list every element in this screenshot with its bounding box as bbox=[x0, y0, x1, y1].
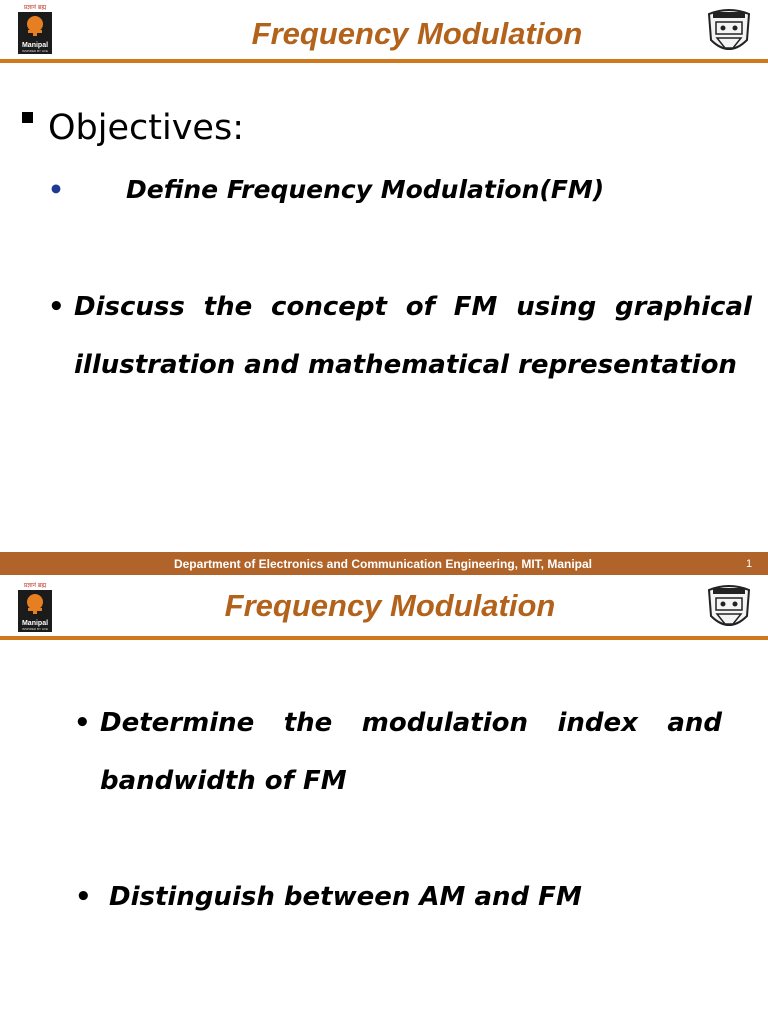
bullet-dot-icon: • bbox=[48, 175, 64, 204]
word: using bbox=[516, 292, 597, 322]
word: of bbox=[405, 292, 435, 322]
word: and bbox=[667, 708, 722, 738]
bullet-dot-icon: • bbox=[48, 292, 65, 322]
bullet-dot-icon: • bbox=[75, 882, 92, 912]
bullet-dot-icon: • bbox=[74, 708, 91, 738]
word: the bbox=[283, 708, 333, 738]
footer-bar: Department of Electronics and Communication Engineering, MIT, Manipal 1 bbox=[0, 552, 768, 575]
svg-text:प्रज्ञानं ब्रह्म: प्रज्ञानं ब्रह्म bbox=[23, 4, 47, 11]
word: concept bbox=[271, 292, 387, 322]
slide-title: Frequency Modulation bbox=[251, 16, 583, 51]
slide-title: Frequency Modulation bbox=[224, 588, 556, 623]
svg-text:INSPIRED BY LIFE: INSPIRED BY LIFE bbox=[21, 627, 49, 631]
svg-text:INSPIRED BY LIFE: INSPIRED BY LIFE bbox=[21, 49, 49, 53]
svg-text:Manipal: Manipal bbox=[21, 620, 49, 627]
svg-text:प्रज्ञानं ब्रह्म: प्रज्ञानं ब्रह्म bbox=[23, 582, 47, 589]
square-bullet-icon bbox=[22, 112, 33, 123]
slide-1: प्रज्ञानं ब्रह्म Manipal INSPIRED BY LIFE Frequency Modulation Objectives: • Define Frequency Modulation(FM) • Discuss the concept of FM using graphical illustration and mathematical representation Department of Electronics and Communication Engineering, MIT, Manipal 1 bbox=[0, 0, 768, 578]
word: graphical bbox=[615, 292, 752, 322]
word: Determine bbox=[100, 708, 255, 738]
title-underline bbox=[0, 636, 768, 640]
objective-item-determine: • Determine the modulation index and bandwidth of FM bbox=[100, 694, 722, 810]
word: index bbox=[557, 708, 638, 738]
page-number: 1 bbox=[746, 558, 753, 570]
objective-item-distinguish: • Distinguish between AM and FM bbox=[100, 868, 700, 926]
justified-line bbox=[100, 694, 722, 752]
word: Discuss bbox=[74, 292, 185, 322]
word: the bbox=[203, 292, 253, 322]
justified-line bbox=[74, 278, 752, 336]
slide-2 bbox=[0, 578, 768, 1024]
university-crest-icon bbox=[703, 6, 755, 58]
university-crest-icon bbox=[703, 582, 755, 634]
word: FM bbox=[453, 292, 498, 322]
svg-text:Manipal: Manipal bbox=[21, 42, 49, 49]
title-underline bbox=[0, 59, 768, 63]
objective-item-discuss: • Discuss the concept of FM using graphical illustration and mathematical representation bbox=[74, 278, 752, 394]
word: modulation bbox=[361, 708, 528, 738]
objectives-heading: Objectives: bbox=[22, 108, 244, 148]
